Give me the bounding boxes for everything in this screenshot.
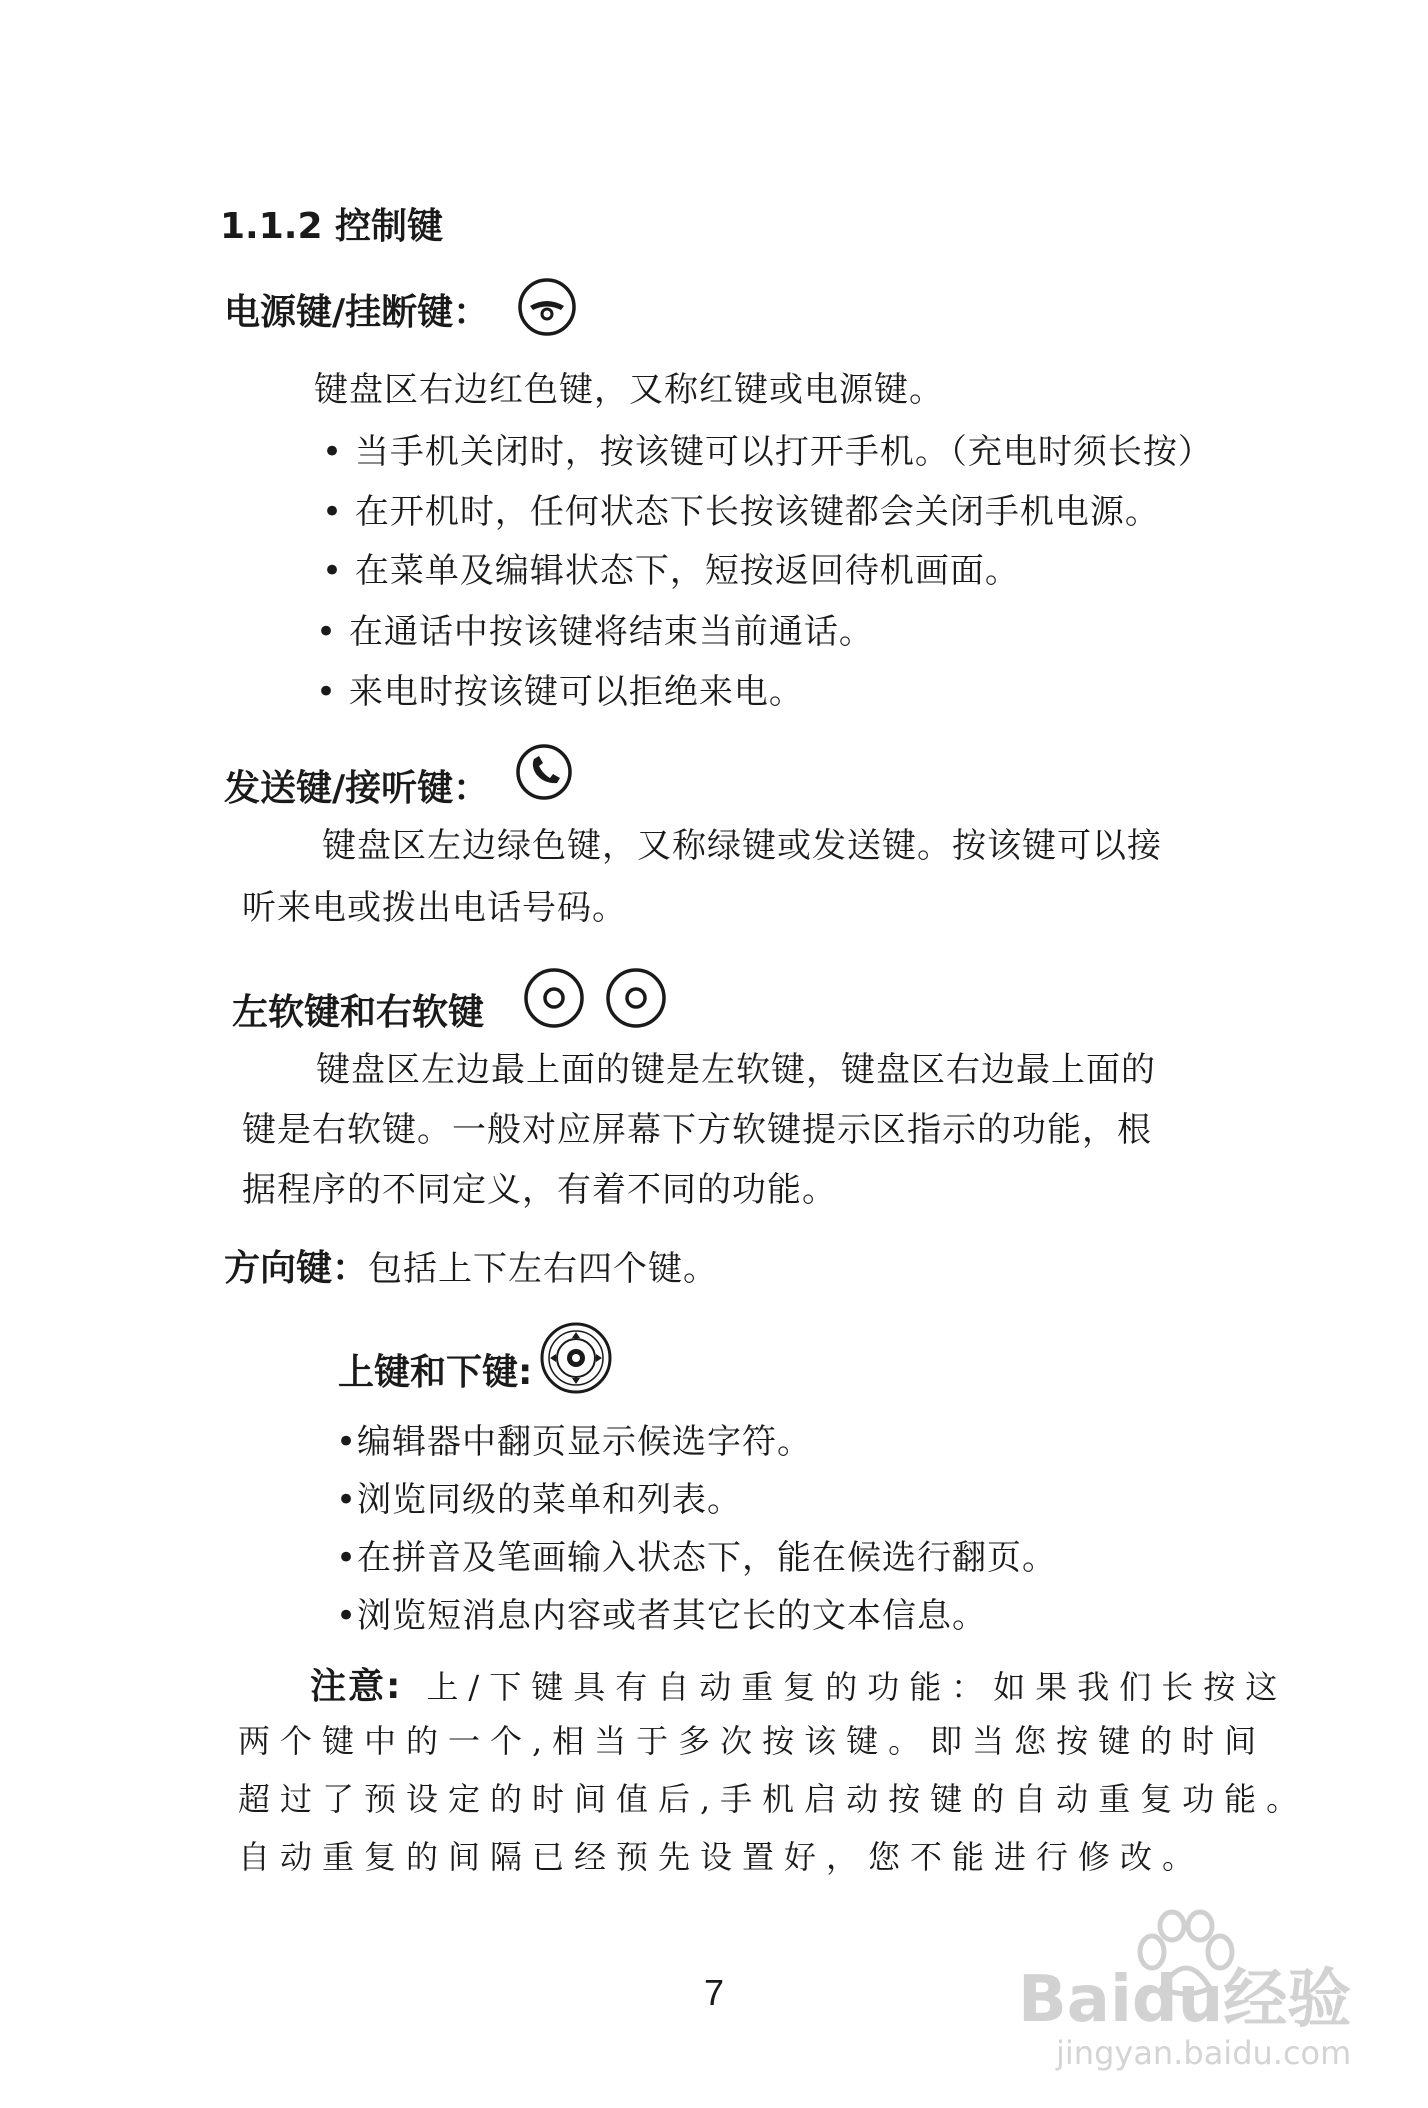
phone-call-icon — [514, 742, 574, 802]
note-line: 自动重复的间隔已经预先设置好，您不能进行修改。 — [238, 1838, 1205, 1876]
send-key-line: 听来电或拨出电话号码。 — [242, 888, 627, 928]
left-soft-key-icon — [522, 966, 586, 1030]
send-key-heading: 发送键/接听键： — [224, 768, 490, 809]
right-soft-key-icon — [604, 966, 668, 1030]
hang-up-icon — [516, 276, 578, 338]
direction-keys-heading: 方向键： — [224, 1248, 369, 1289]
power-key-bullet: • 当手机关闭时，按该键可以打开手机。（充电时须长按） — [322, 432, 1213, 472]
power-key-bullet: • 在开机时，任何状态下长按该键都会关闭手机电源。 — [322, 492, 1160, 532]
up-down-keys-bullet: •在拼音及笔画输入状态下，能在候选行翻页。 — [336, 1538, 1058, 1578]
watermark-url: jingyan.baidu.com — [1056, 2034, 1352, 2072]
soft-keys-line: 键盘区左边最上面的键是左软键，键盘区右边最上面的 — [316, 1050, 1156, 1090]
power-key-description: 键盘区右边红色键，又称红键或电源键。 — [314, 370, 944, 410]
direction-keys-description: 包括上下左右四个键。 — [368, 1249, 719, 1289]
power-key-bullet: • 来电时按该键可以拒绝来电。 — [316, 672, 804, 712]
send-key-line: 键盘区左边绿色键，又称绿键或发送键。按该键可以接 — [322, 826, 1162, 866]
power-key-bullet: • 在通话中按该键将结束当前通话。 — [316, 612, 874, 652]
up-down-keys-heading: 上键和下键: — [338, 1352, 533, 1393]
section-title: 1.1.2 控制键 — [220, 206, 444, 247]
direction-keys-row — [224, 1240, 718, 1291]
watermark-brand: Baidu经验 — [1018, 1963, 1352, 2037]
soft-keys-heading: 左软键和右软键 — [232, 992, 485, 1033]
note-line: 两个键中的一个,相当于多次按该键。即当您按键的时间 — [238, 1722, 1267, 1760]
note-line: 上/下键具有自动重复的功能：如果我们长按这 — [426, 1668, 1288, 1706]
up-down-keys-bullet: •浏览短消息内容或者其它长的文本信息。 — [336, 1596, 988, 1636]
power-key-heading: 电源键/挂断键： — [224, 292, 490, 333]
navigation-pad-icon — [538, 1320, 614, 1396]
note-line: 超过了预设定的时间值后,手机启动按键的自动重复功能。 — [238, 1780, 1309, 1818]
up-down-keys-bullet: •浏览同级的菜单和列表。 — [336, 1480, 743, 1520]
soft-keys-line: 据程序的不同定义，有着不同的功能。 — [242, 1170, 837, 1210]
note-first-line — [310, 1658, 1287, 1709]
soft-keys-line: 键是右软键。一般对应屏幕下方软键提示区指示的功能，根 — [242, 1110, 1152, 1150]
page-number: 7 — [704, 1972, 725, 2013]
note-label: 注意: — [310, 1666, 403, 1707]
power-key-bullet: • 在菜单及编辑状态下，短按返回待机画面。 — [322, 551, 1020, 591]
up-down-keys-bullet: •编辑器中翻页显示候选字符。 — [336, 1422, 813, 1462]
